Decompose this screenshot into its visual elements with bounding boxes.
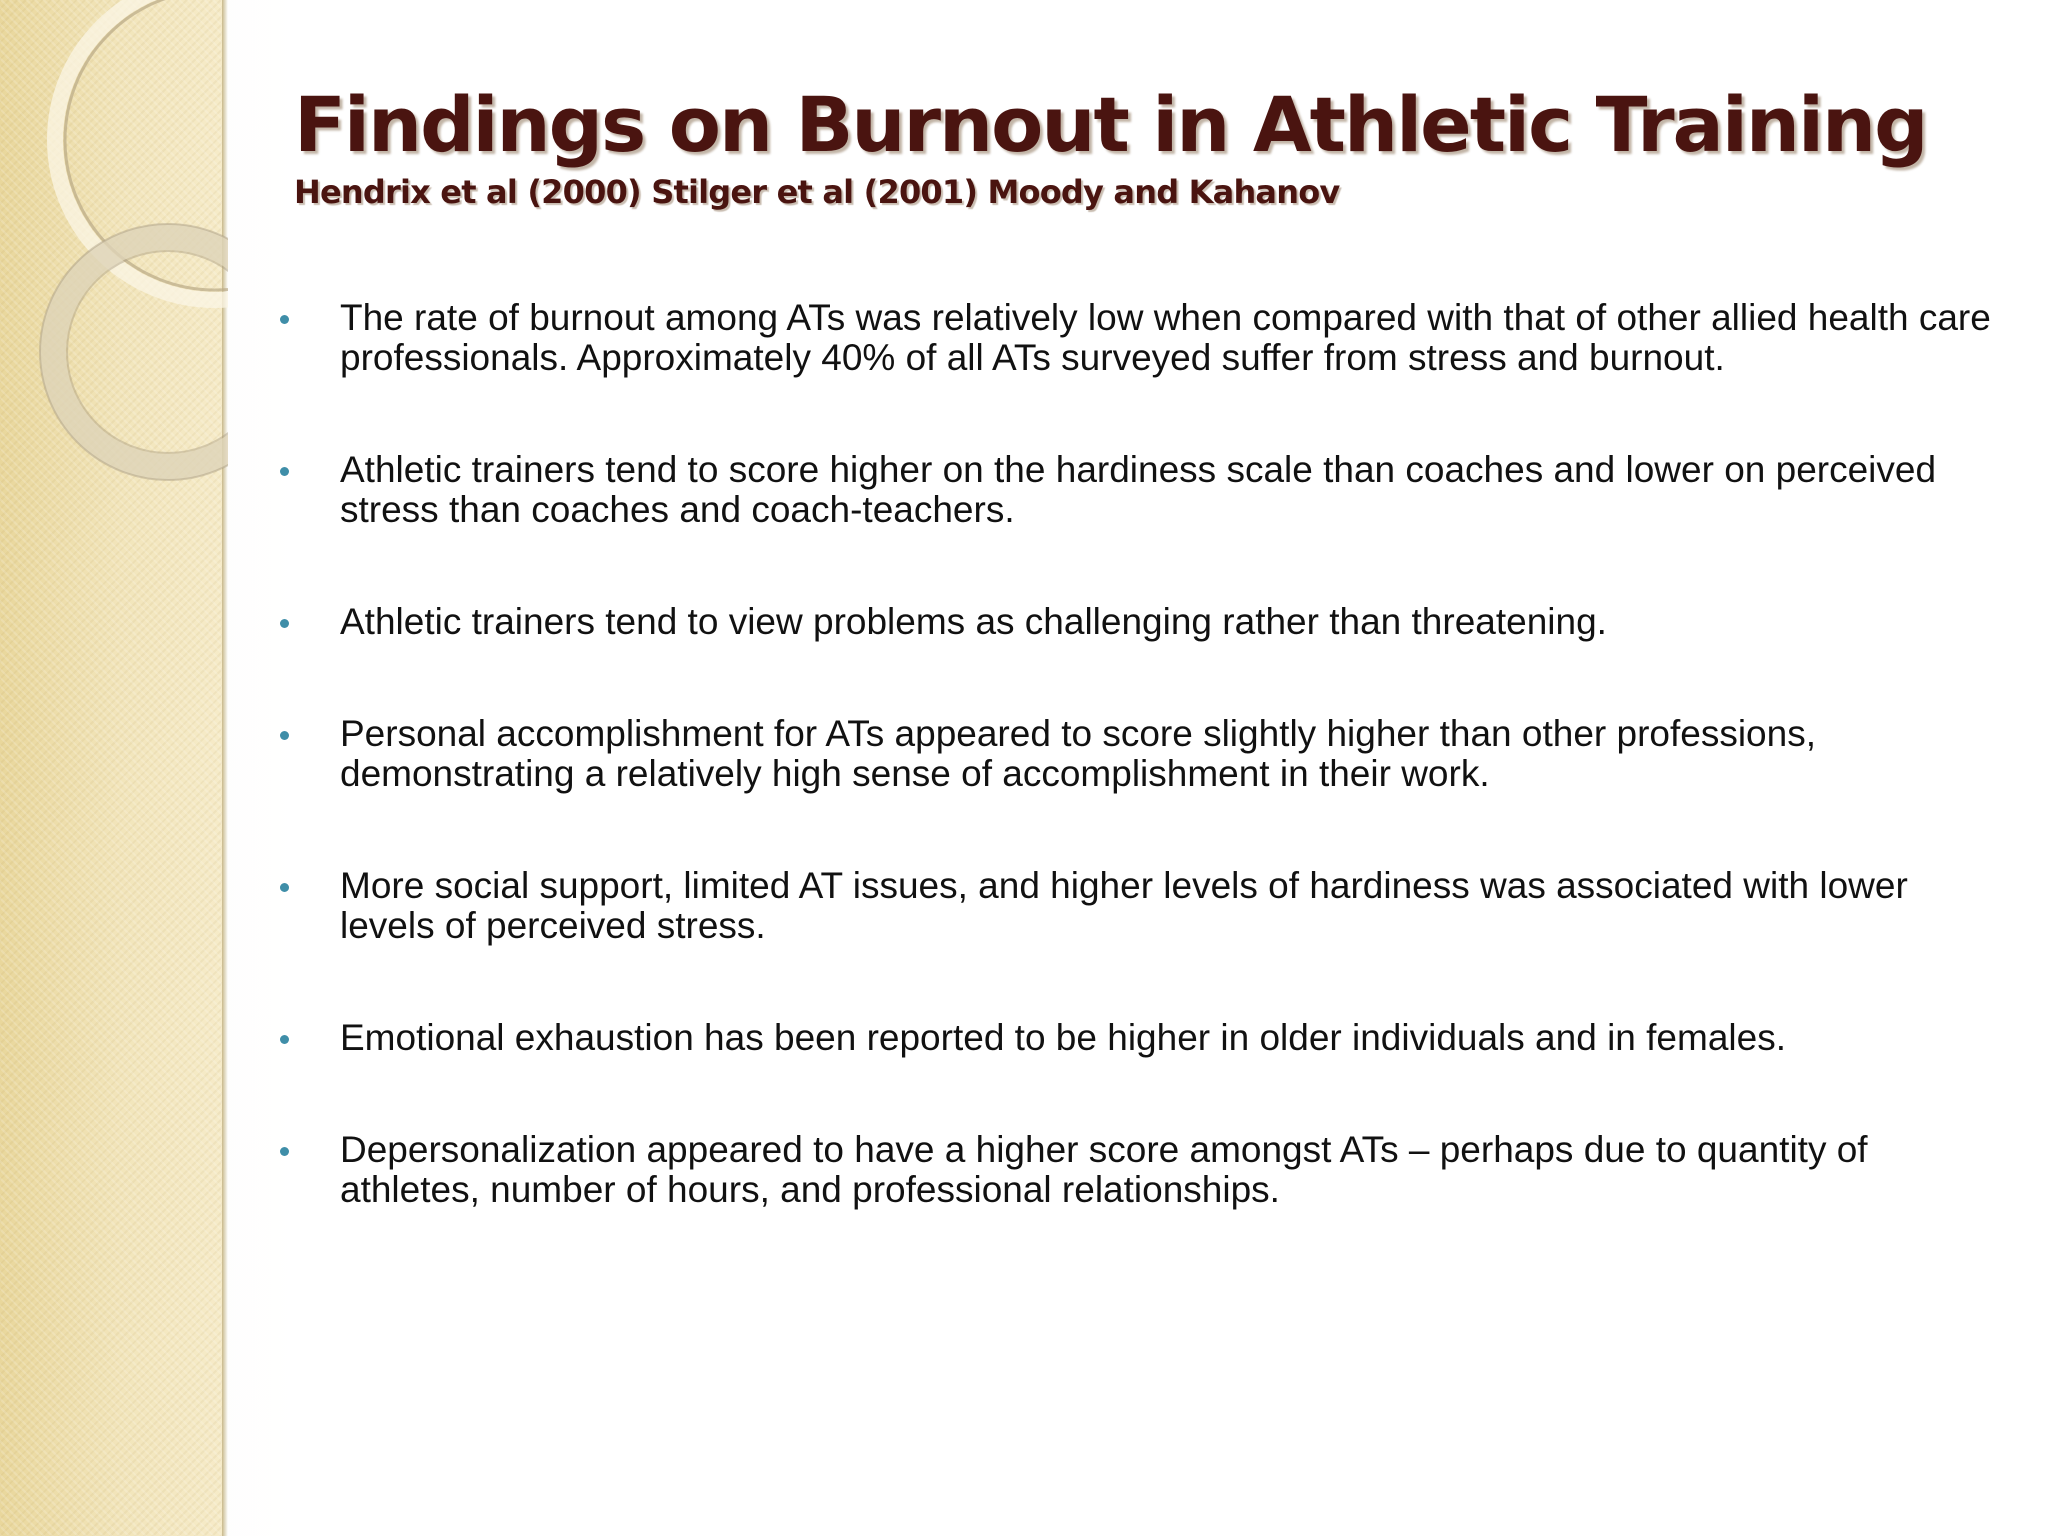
concentric-rings-decoration bbox=[0, 0, 228, 520]
bullet-item bbox=[272, 602, 1992, 642]
slide-title: Findings on Burnout in Athletic Training bbox=[294, 80, 1927, 169]
bullet-list bbox=[272, 298, 1992, 1282]
bullet-item bbox=[272, 714, 1992, 794]
round-bullet-icon bbox=[280, 467, 289, 476]
bullet-text: Athletic trainers tend to view problems as challenging rather than threatening. bbox=[340, 601, 1607, 642]
title-block bbox=[294, 80, 1994, 214]
bullet-item bbox=[272, 866, 1992, 946]
bullet-text: Athletic trainers tend to score higher on the hardiness scale than coaches and lower on perceived stress than coaches and coach-teachers. bbox=[340, 449, 1937, 530]
bullet-item bbox=[272, 298, 1992, 378]
bullet-item bbox=[272, 1130, 1992, 1210]
bullet-text: Emotional exhaustion has been reported to be higher in older individuals and in females. bbox=[340, 1017, 1786, 1058]
bullet-text: The rate of burnout among ATs was relatively low when compared with that of other allied health care professionals. Approximately 40% of all ATs surveyed suffer from stress and burnout. bbox=[340, 297, 1991, 378]
bullet-item bbox=[272, 1018, 1992, 1058]
round-bullet-icon bbox=[280, 883, 289, 892]
round-bullet-icon bbox=[280, 315, 289, 324]
bullet-item bbox=[272, 450, 1992, 530]
round-bullet-icon bbox=[280, 1147, 289, 1156]
bullet-text: Personal accomplishment for ATs appeared to score slightly higher than other professions, demonstrating a relatively high sense of accomplishment in their work. bbox=[340, 713, 1816, 794]
round-bullet-icon bbox=[280, 731, 289, 740]
round-bullet-icon bbox=[280, 619, 289, 628]
bullet-text: Depersonalization appeared to have a higher score amongst ATs – perhaps due to quantity of athletes, number of hours, and professional relationships. bbox=[340, 1129, 1868, 1210]
slide-subtitle: Hendrix et al (2000) Stilger et al (2001) Moody and Kahanov bbox=[294, 173, 1340, 211]
bullet-text: More social support, limited AT issues, and higher levels of hardiness was associated with lower levels of perceived stress. bbox=[340, 865, 1908, 946]
round-bullet-icon bbox=[280, 1035, 289, 1044]
